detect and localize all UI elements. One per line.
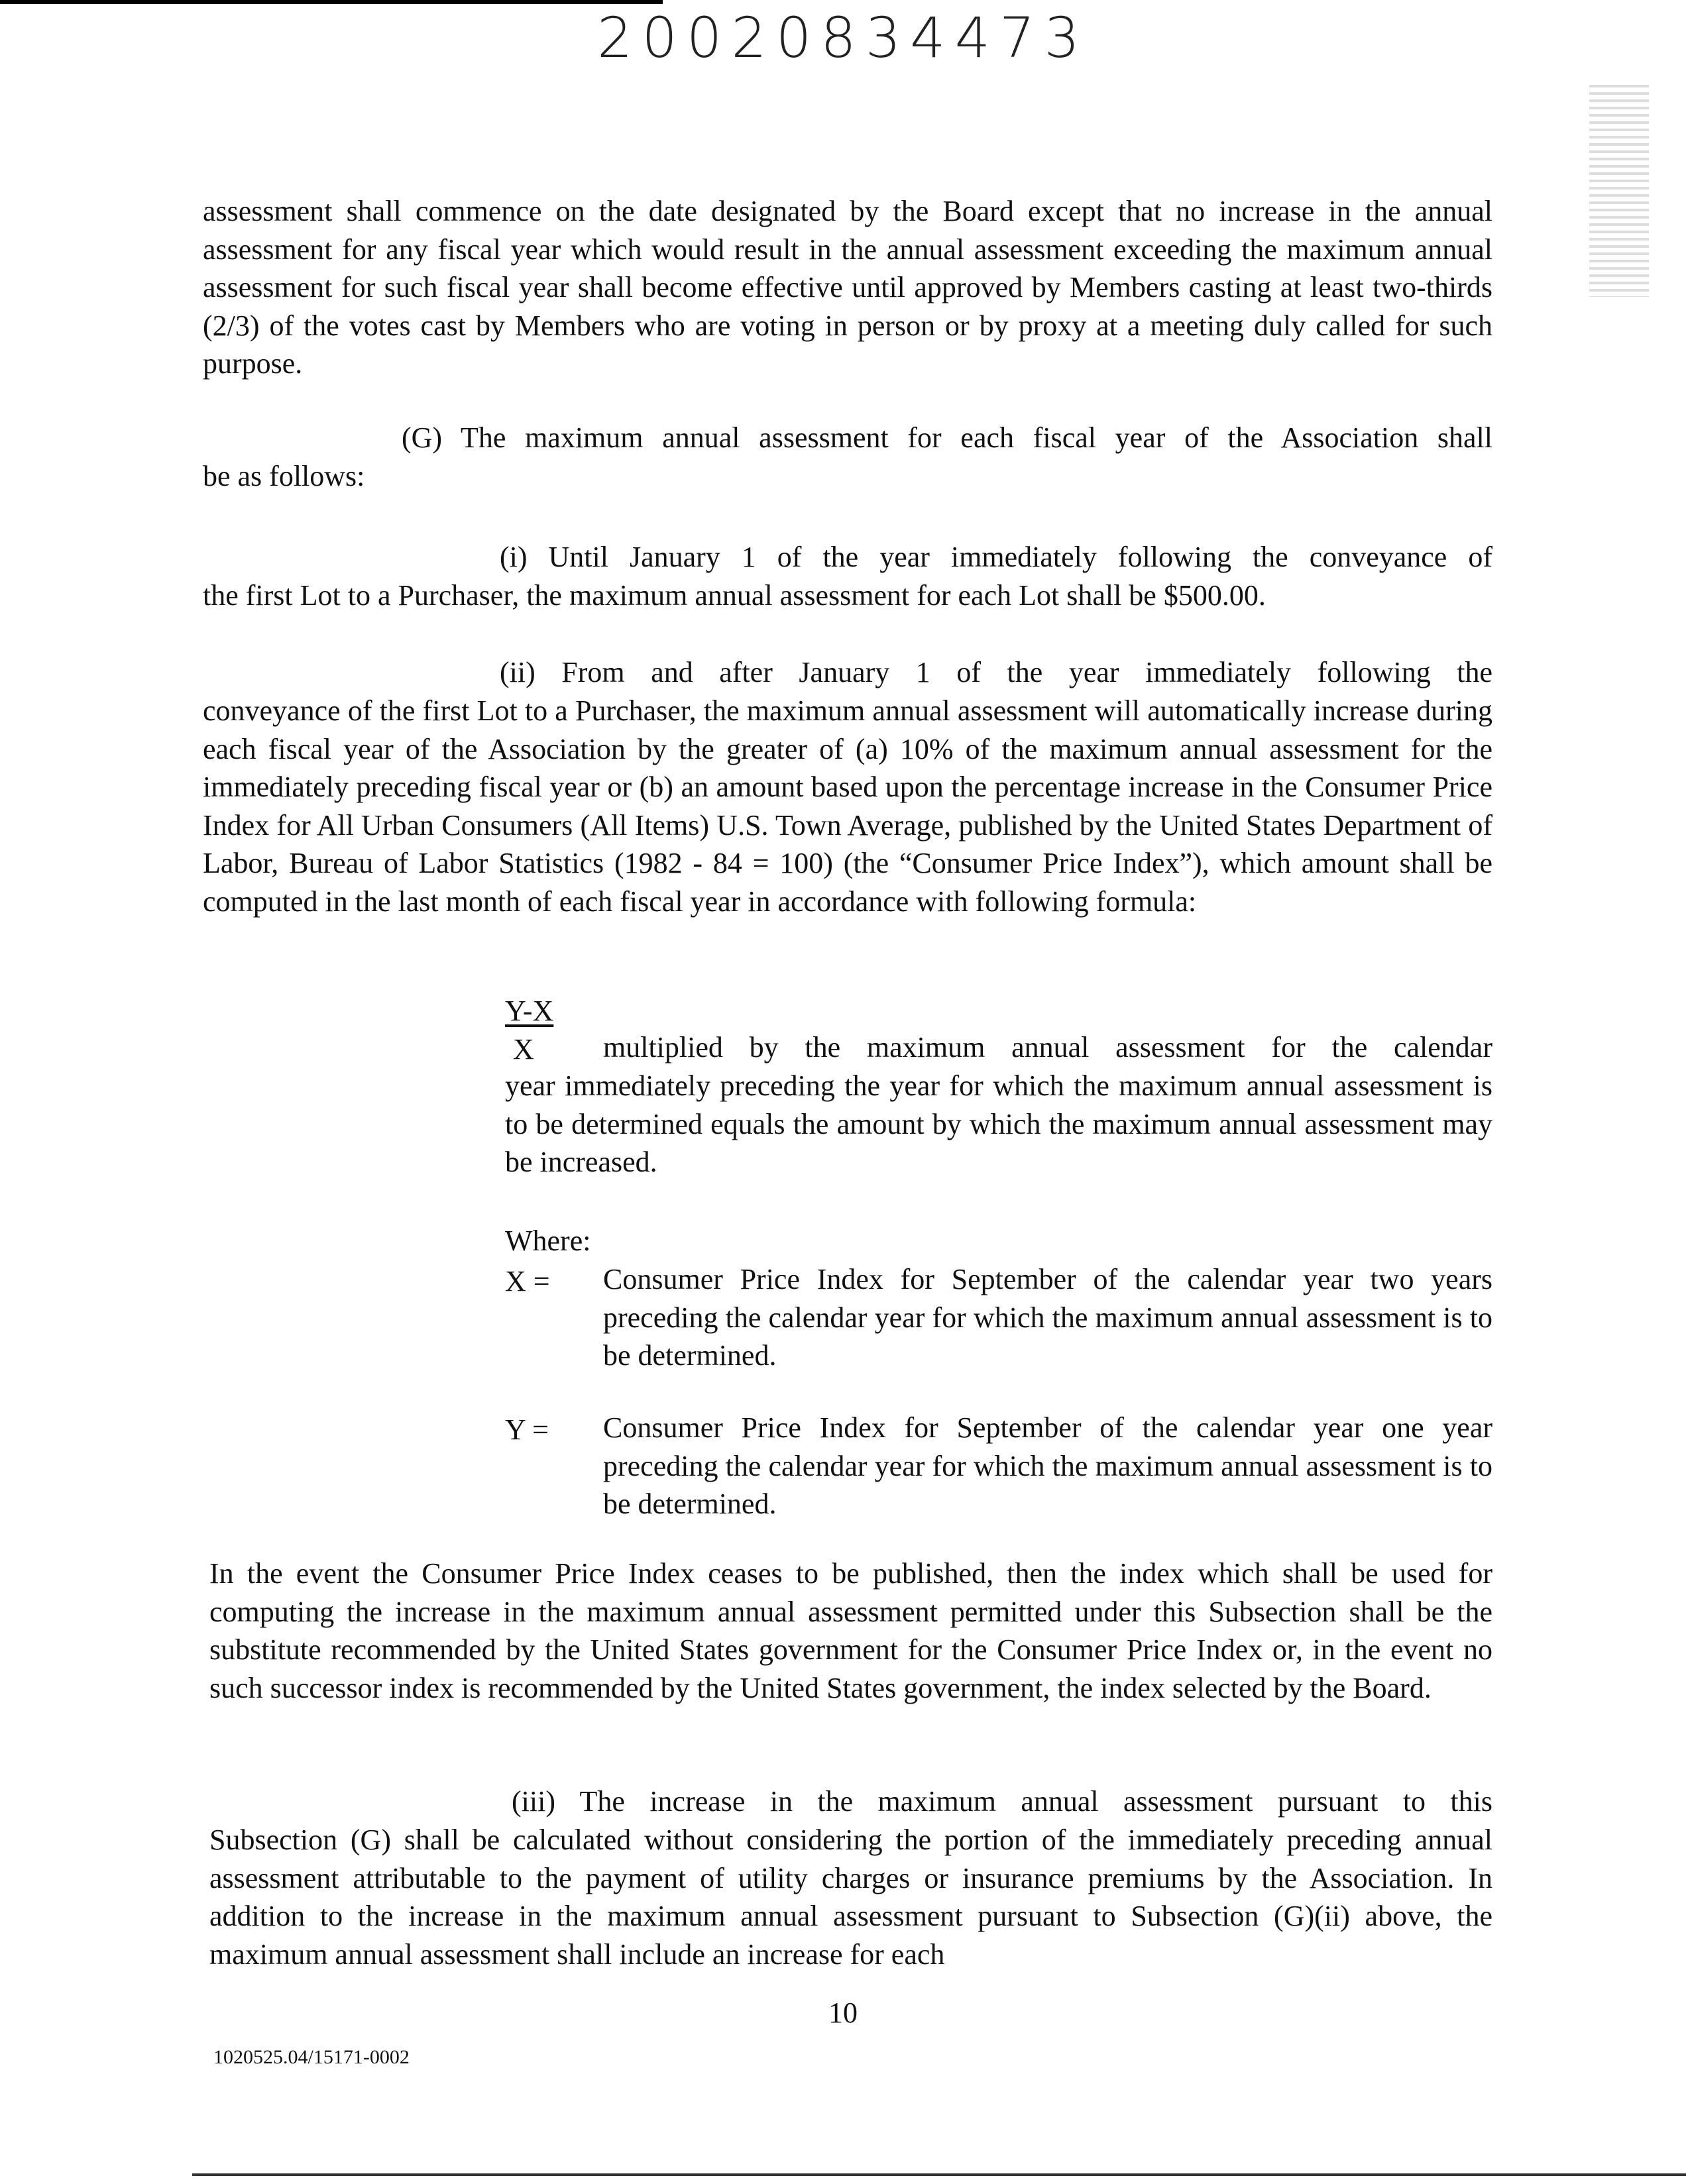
formula-denominator: X <box>513 1033 534 1065</box>
item-ii-first-line: (ii) From and after January 1 of the year immediately following the <box>500 656 1492 688</box>
where-label: Where: <box>505 1225 591 1257</box>
formula-description: year immediately preceding the year for which the maximum annual assessment is to be determined equals the amount by which the maximum annual assessment may be increased. <box>505 1069 1492 1178</box>
margin-stamp <box>1589 85 1649 297</box>
definition-x-term: X = <box>505 1265 550 1297</box>
item-iii-first-line: (iii) The increase in the maximum annual assessment pursuant to this <box>512 1785 1492 1818</box>
definition-x-text: Consumer Price Index for September of the calendar year two years preceding the calendar year for which the maximum annual assessment is to be determined. <box>603 1263 1492 1372</box>
item-iii-body: Subsection (G) shall be calculated without considering the portion of the immediately preceding annual assessment attributable to the payment of utility charges or insurance premiums by the Association. In addition to the increase in the maximum annual assessment pursuant to Subsection (G)(ii) above, the maximum annual assessment shall include an increase for each <box>209 1824 1492 1971</box>
index-replacement-paragraph: In the event the Consumer Price Index ceases to be published, then the index which shall be used for computing the increase in the maximum annual assessment permitted under this Subsection shall be the substitute recommended by the United States government for the Consumer Price Index or, in the event no such successor index is recommended by the United States government, the index selected by the Board. <box>209 1557 1492 1704</box>
item-ii-body: conveyance of the first Lot to a Purchaser, the maximum annual assessment will automatically increase during each fiscal year of the Association by the greater of (a) 10% of the maximum annual assessment for the immediately preceding fiscal year or (b) an amount based upon the percentage increase in the Consumer Price Index for All Urban Consumers (All Items) U.S. Town Average, published by the United States Department of Labor, Bureau of Labor Statistics (1982 - 84 = 100) (the “Consumer Price Index”), which amount shall be computed in the last month of each fiscal year in accordance with following formula: <box>203 694 1492 918</box>
item-i-first-line: (i) Until January 1 of the year immediately following the conveyance of <box>500 541 1492 573</box>
subsection-g-continuation: be as follows: <box>203 460 365 492</box>
document-number: 20020834473 <box>597 5 1089 70</box>
bottom-rule <box>192 2173 1686 2176</box>
item-i-continuation: the first Lot to a Purchaser, the maximum annual assessment for each Lot shall be $500.00. <box>203 579 1266 612</box>
formula-description-first-line: multiplied by the maximum annual assessment for the calendar <box>603 1031 1492 1064</box>
definition-y-text: Consumer Price Index for September of the calendar year one year preceding the calendar year for which the maximum annual assessment is to be determined. <box>603 1411 1492 1520</box>
definition-y-term: Y = <box>505 1413 549 1446</box>
subsection-g-heading: (G) The maximum annual assessment for each fiscal year of the Association shall <box>402 421 1492 454</box>
carryover-paragraph: assessment shall commence on the date designated by the Board except that no increase in the annual assessment for any fiscal year which would result in the annual assessment exceeding the maximum annual assessment for such fiscal year shall become effective until approved by Members casting at least two-thirds (2/3) of the votes cast by Members who are voting in person or by proxy at a meeting duly called for such purpose. <box>203 195 1492 380</box>
footer-document-code: 1020525.04/15171-0002 <box>213 2046 410 2068</box>
page-number: 10 <box>828 1996 858 2029</box>
top-rule <box>0 0 663 4</box>
formula-numerator: Y-X <box>505 995 554 1027</box>
